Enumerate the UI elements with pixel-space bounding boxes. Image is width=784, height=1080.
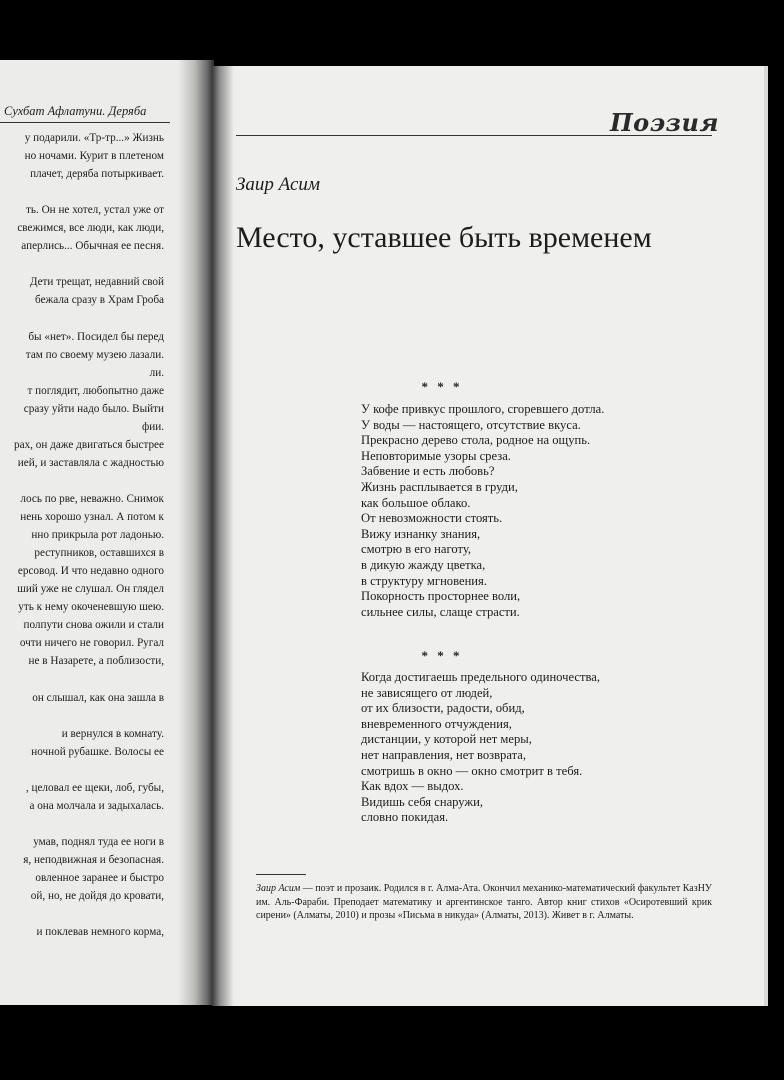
text-line: Дети трещат, недавний свой — [29, 276, 164, 289]
poem-separator: * * * — [421, 648, 463, 663]
page-edge — [764, 66, 768, 1006]
text-line: нень хорошо узнал. А потом к — [20, 511, 164, 524]
text-line: полпути снова ожили и стали — [23, 619, 164, 632]
poem-line: сильнее силы, слаще страсти. — [361, 604, 520, 619]
footnote-text: — поэт и прозаик. Родился в г. Алма-Ата. Окончил механико-математический факультет КазНУ им. Аль-Фараби. Преподает математику и аргентинское танго. Автор книг стихов «Осиротевший крик сирени» (Алматы, 2010) и прозы «Письма в никуда» (Алматы, 2013). Живет в г. Алматы. — [256, 883, 712, 922]
right-gutter-shadow — [212, 66, 234, 1006]
poem-title: Место, уставшее быть временем — [236, 221, 652, 254]
text-line: ночной рубашке. Волосы ее — [31, 745, 164, 758]
text-line: аперлись... Обычная ее песня. — [21, 240, 164, 253]
footnote-rule — [256, 874, 306, 875]
text-line: ерсовод. И что недавно одного — [17, 565, 164, 578]
text-line: ть. Он не хотел, устал уже от — [26, 204, 164, 217]
section-title: Поэзия — [610, 108, 720, 137]
section-rule — [236, 135, 712, 136]
poem-line: не зависящего от людей, — [361, 685, 493, 700]
footnote — [256, 882, 712, 923]
poem-line: Как вдох — выдох. — [361, 779, 464, 794]
poem-line: Покорность просторнее воли, — [361, 589, 521, 604]
poem-line: Вижу изнанку знания, — [361, 526, 481, 541]
poem-line: У кофе привкус прошлого, сгоревшего дотла. — [361, 402, 605, 416]
poem-line: Прекрасно дерево стола, родное на ощупь. — [361, 433, 591, 448]
text-line: ией, и заставляла с жадностью — [17, 456, 164, 469]
footnote-author: Заир Асим — [256, 883, 301, 894]
poem-line: смотришь в окно — окно смотрит в тебя. — [361, 763, 583, 778]
poem-line: словно покидая. — [361, 810, 449, 825]
poem-line: в дикую жажду цветка, — [361, 557, 486, 572]
poem-line: как большое облако. — [361, 495, 471, 510]
text-line: он слышал, как она зашла в — [32, 691, 164, 704]
poem-line: смотрю в его наготу, — [361, 542, 472, 557]
poem-line: нет направления, нет возврата, — [361, 747, 527, 762]
text-line: плачет, деряба потыркивает. — [30, 168, 164, 181]
poem-separator: * * * — [421, 379, 463, 394]
header-rule — [0, 122, 170, 123]
text-line: свежимся, все люди, как люди, — [17, 222, 164, 235]
author-name: Заир Асим — [236, 174, 321, 195]
text-line: нно прикрыла рот ладонью. — [31, 529, 164, 542]
poem-2 — [361, 670, 600, 826]
text-line: т поглядит, любопытно даже — [27, 384, 164, 397]
text-line: ли. — [149, 366, 164, 379]
text-line: и поклевав немного корма, — [36, 926, 164, 939]
poem-line: Когда достигаешь предельного одиночества, — [361, 670, 600, 684]
text-line: овленное заранее и быстро — [35, 872, 164, 885]
poem-line: Жизнь расплывается в груди, — [361, 479, 518, 494]
text-line: сразу уйти надо было. Выйти — [23, 402, 164, 415]
text-line: но ночами. Курит в плетеном — [24, 150, 164, 163]
poem-line: Забвение и есть любовь? — [361, 464, 495, 479]
poem-line: От невозможности стоять. — [361, 511, 503, 526]
text-line: и вернулся в комнату. — [61, 727, 164, 740]
text-line: у подарили. «Тр-тр...» Жизнь — [24, 132, 164, 144]
text-line: бежала сразу в Храм Гроба — [35, 294, 164, 307]
poem-line: Видишь себя снаружи, — [361, 794, 484, 809]
right-page — [212, 66, 768, 1006]
poem-line: от их близости, радости, обид, — [361, 701, 525, 716]
text-line: фии. — [141, 420, 164, 433]
text-line: уть к нему окоченевшую шею. — [18, 601, 164, 614]
text-line: ший уже не слушал. Он глядел — [17, 583, 164, 596]
left-gutter-shadow — [178, 60, 214, 1005]
text-line: бы «нет». Посидел бы перед — [28, 330, 164, 343]
poem-line: в структуру мгновения. — [361, 573, 487, 588]
poem-line: Неповторимые узоры среза. — [361, 448, 511, 463]
text-line: не в Назарете, а поблизости, — [28, 655, 164, 668]
poem-line: У воды — настоящего, отсутствие вкуса. — [361, 417, 581, 432]
text-line: лось по рве, неважно. Снимок — [20, 493, 164, 505]
text-line: а она молчала и задыхалась. — [29, 799, 164, 812]
left-page — [0, 60, 200, 1005]
text-line: реступников, оставшихся в — [34, 547, 164, 560]
poem-line: вневременного отчуждения, — [361, 716, 512, 731]
poem-line: дистанции, у которой нет меры, — [361, 732, 532, 747]
text-line: там по своему музею лазали. — [25, 348, 164, 361]
text-line: умав, поднял туда ее ноги в — [33, 835, 164, 848]
text-line: очти ничего не говорил. Ругал — [19, 637, 164, 650]
text-line: , целовал ее щеки, лоб, губы, — [25, 781, 164, 794]
text-line: ой, но, не дойдя до кровати, — [30, 890, 164, 903]
text-line: рах, он даже двигаться быстрее — [14, 438, 164, 451]
running-head: Сухбат Афлатуни. Деряба — [4, 104, 147, 118]
text-line: я, неподвижная и безопасная. — [23, 854, 164, 866]
poem-1 — [361, 402, 604, 620]
